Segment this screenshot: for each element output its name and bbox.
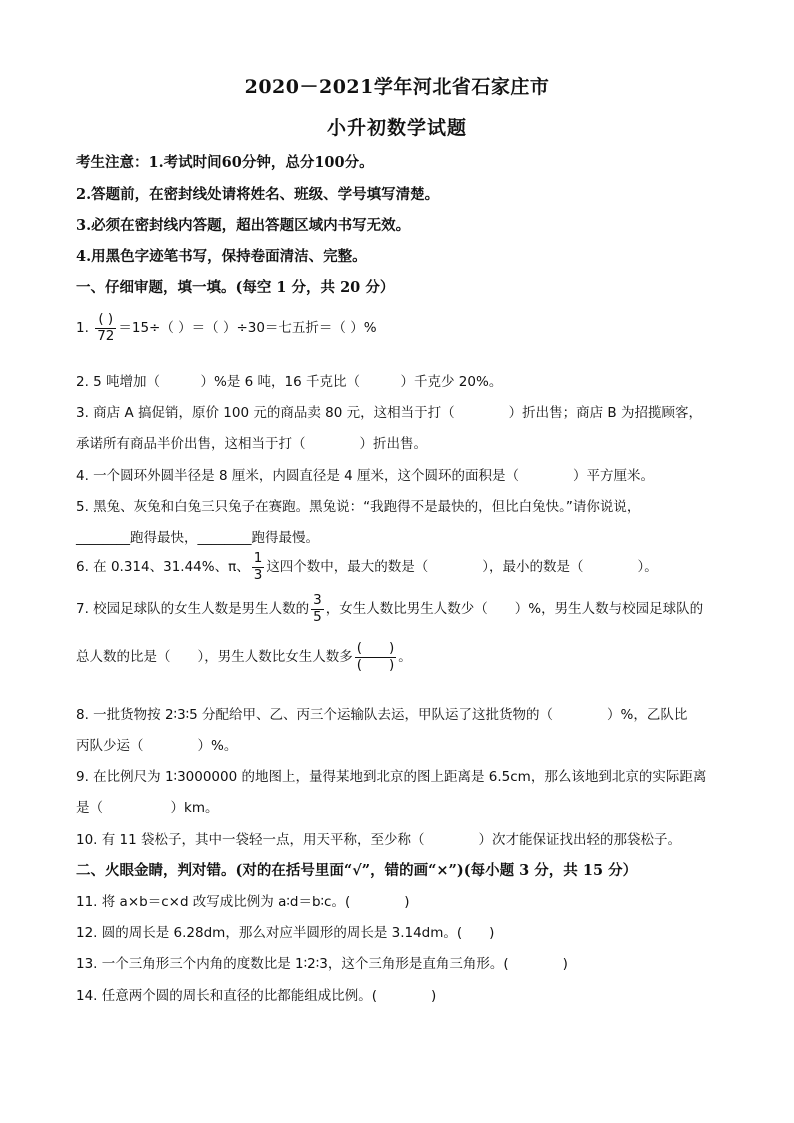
fraction-numerator: ( ) (98, 311, 114, 327)
question-7-line-2-post: 。 (398, 649, 412, 665)
question-3-line-2: 承诺所有商品半价出售，这相当于打（ ）折出售。 (76, 436, 427, 452)
question-11: 11. 将 a×b＝c×d 改写成比例为 a∶d＝b∶c。( ) (76, 894, 410, 910)
question-10: 10. 有 11 袋松子，其中一袋轻一点，用天平称，至少称（ ）次才能保证找出轻的那袋松子。 (76, 832, 682, 848)
question-6-pre: 6. 在 0.314、31.44%、π、 (76, 559, 250, 575)
question-1-text: ＝15÷（ ）＝（ ）÷30＝七五折＝（ ）% (118, 320, 377, 336)
fraction-numerator: 3 (313, 592, 322, 608)
question-1 (76, 312, 377, 344)
question-7-answer-fraction (355, 641, 397, 673)
section-2-title: 二、火眼金睛，判对错。(对的在括号里面“√”，错的画“×”)(每小题 3 分，共 15 分） (76, 862, 638, 879)
question-7-line-2-pre: 总人数的比是（ ），男生人数比女生人数多 (76, 649, 353, 665)
question-4: 4. 一个圆环外圆半径是 8 厘米，内圆直径是 4 厘米，这个圆环的面积是（ ）平方厘米。 (76, 468, 655, 484)
note-4: 4.用黑色字迹笔书写，保持卷面清洁、完整。 (76, 248, 367, 265)
exam-subtitle: 小升初数学试题 (326, 117, 467, 139)
note-1: 考生注意：1.考试时间60分钟，总分100分。 (76, 154, 374, 171)
question-7-fraction (311, 593, 324, 625)
question-7-line-2 (76, 641, 412, 673)
question-8-line-1: 8. 一批货物按 2∶3∶5 分配给甲、乙、丙三个运输队去运，甲队运了这批货物的（ ）%，乙队比 (76, 707, 688, 723)
exam-title: 2020－2021学年河北省石家庄市 (244, 76, 550, 98)
section-1-title: 一、仔细审题，填一填。(每空 1 分，共 20 分） (76, 279, 395, 296)
question-8-line-2: 丙队少运（ ）%。 (76, 738, 238, 754)
question-9-line-2: 是（ ）km。 (76, 800, 219, 816)
note-2: 2.答题前，在密封线处请将姓名、班级、学号填写清楚。 (76, 186, 440, 203)
fraction-numerator: ( ) (356, 640, 395, 656)
fraction-denominator: 5 (313, 608, 322, 625)
question-12: 12. 圆的周长是 6.28dm，那么对应半圆形的周长是 3.14dm。( ) (76, 925, 495, 941)
question-13: 13. 一个三角形三个内角的度数比是 1∶2∶3，这个三角形是直角三角形。( ) (76, 956, 568, 972)
question-6-post: 这四个数中，最大的数是（ ），最小的数是（ ）。 (266, 559, 658, 575)
note-3: 3.必须在密封线内答题，超出答题区域内书写无效。 (76, 217, 411, 234)
question-6-fraction (252, 551, 265, 583)
question-5-line-1: 5. 黑兔、灰兔和白兔三只兔子在赛跑。黑兔说：“我跑得不是最快的，但比白兔快。”请你说说， (76, 499, 641, 515)
question-1-fraction (95, 312, 116, 344)
question-5-line-2: ________跑得最快，________跑得最慢。 (76, 530, 319, 546)
question-14: 14. 任意两个圆的周长和直径的比都能组成比例。( ) (76, 988, 437, 1004)
question-6 (76, 551, 658, 583)
fraction-denominator: ( ) (356, 656, 395, 673)
fraction-denominator: 72 (97, 327, 115, 344)
question-1-number: 1. (76, 320, 89, 336)
question-7-post: ，女生人数比男生人数少（ ）%，男生人数与校园足球队的 (325, 601, 704, 617)
fraction-numerator: 1 (253, 550, 263, 566)
question-7-pre: 7. 校园足球队的女生人数是男生人数的 (76, 601, 310, 617)
question-9-line-1: 9. 在比例尺为 1∶3000000 的地图上，量得某地到北京的图上距离是 6.5cm，那么该地到北京的实际距离 (76, 769, 707, 785)
question-2: 2. 5 吨增加（ ）%是 6 吨，16 千克比（ ）千克少 20%。 (76, 374, 503, 390)
question-3-line-1: 3. 商店 A 搞促销，原价 100 元的商品卖 80 元，这相当于打（ ）折出售；商店 B 为招揽顾客， (76, 405, 702, 421)
fraction-denominator: 3 (253, 566, 263, 583)
question-7-line-1 (76, 593, 703, 625)
